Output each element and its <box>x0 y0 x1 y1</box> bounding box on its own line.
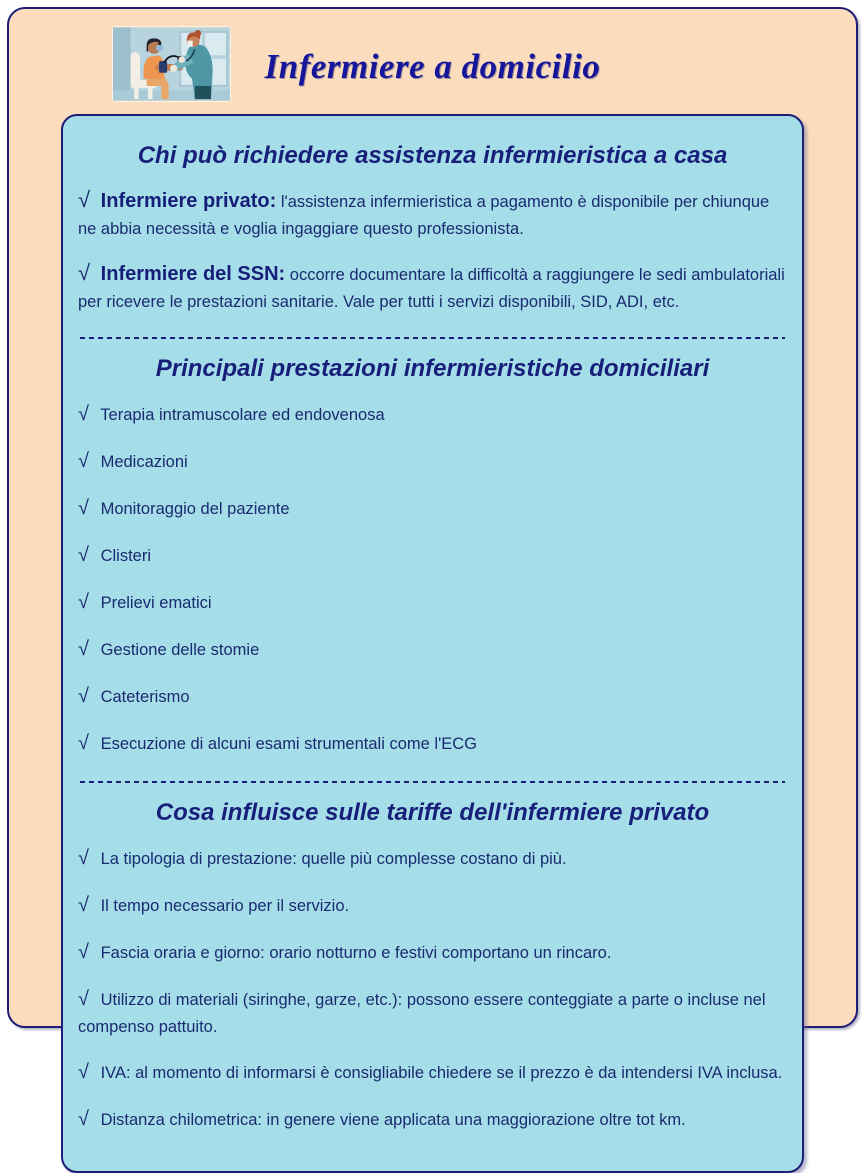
check-icon: √ <box>78 988 89 1011</box>
list-item <box>78 937 787 968</box>
list-item-text: Medicazioni <box>100 453 188 472</box>
list-item-text: occorre documentare la difficoltà a raggiungere le sedi ambulatoriali per ricevere le prestazioni sanitarie. Vale per tutti i servizi disponibili, SID, ADI, etc. <box>78 265 785 311</box>
section-who-can-request <box>78 142 787 315</box>
check-icon: √ <box>78 1107 89 1130</box>
check-icon: √ <box>78 497 89 520</box>
list-item <box>78 183 787 243</box>
list-item <box>78 681 787 712</box>
page-title: Infermiere a domicilio <box>264 47 601 86</box>
check-icon: √ <box>78 403 89 426</box>
list-item <box>78 728 787 759</box>
list-item <box>78 256 787 316</box>
header <box>9 9 856 112</box>
check-icon: √ <box>78 1060 89 1083</box>
section-divider <box>80 781 785 783</box>
list-item-text: Distanza chilometrica: in genere viene applicata una maggiorazione oltre tot km. <box>100 1110 686 1129</box>
section-heading: Cosa influisce sulle tariffe dell'infermiere privato <box>155 799 710 827</box>
section-main-services <box>78 355 787 759</box>
section-heading: Principali prestazioni infermieristiche domiciliari <box>155 355 710 383</box>
nurse-illustration <box>113 27 230 101</box>
check-icon: √ <box>78 847 89 870</box>
list-item <box>78 1057 787 1088</box>
list-item-text: Clisteri <box>100 547 151 566</box>
check-icon: √ <box>78 732 89 755</box>
check-icon: √ <box>78 450 89 473</box>
check-icon: √ <box>78 544 89 567</box>
check-icon: √ <box>78 685 89 708</box>
list-item-text: Il tempo necessario per il servizio. <box>100 897 350 916</box>
list-item <box>78 634 787 665</box>
list-item-text: IVA: al momento di informarsi è consigliabile chiedere se il prezzo è da intendersi IVA inclusa. <box>100 1063 783 1082</box>
list-item-text: Terapia intramuscolare ed endovenosa <box>100 406 385 425</box>
list-item-text: Monitoraggio del paziente <box>100 500 290 519</box>
check-icon: √ <box>78 941 89 964</box>
list-item-text: Utilizzo di materiali (siringhe, garze, etc.): possono essere conteggiate a parte o incluse nel compenso pattuito. <box>78 991 766 1037</box>
list-item-lead: Infermiere del SSN: <box>100 262 286 285</box>
check-icon: √ <box>78 894 89 917</box>
section-tariff-factors <box>78 799 787 1135</box>
list-item <box>78 984 787 1041</box>
list-item-text: Gestione delle stomie <box>100 641 260 660</box>
list-item-text: Cateterismo <box>100 688 190 707</box>
list-item-text: La tipologia di prestazione: quelle più complesse costano di più. <box>100 850 567 869</box>
list-item <box>78 540 787 571</box>
list-item-text: Prelievi ematici <box>100 594 212 613</box>
list-item <box>78 493 787 524</box>
list-item <box>78 399 787 430</box>
list-item-text: Esecuzione di alcuni esami strumentali come l'ECG <box>100 735 477 754</box>
list-item <box>78 890 787 921</box>
list-item-lead: Infermiere privato: <box>100 190 277 212</box>
list-item-text: l'assistenza infermieristica a pagamento è disponibile per chiunque ne abbia necessità e voglia ingaggiare questo professionista. <box>78 193 770 239</box>
nurse-illustration-graphic <box>113 27 230 101</box>
content-panel <box>61 114 804 1173</box>
list-item <box>78 843 787 874</box>
page-container <box>7 7 858 1130</box>
check-icon: √ <box>78 259 91 285</box>
check-icon: √ <box>78 591 89 614</box>
list-item <box>78 1104 787 1135</box>
section-divider <box>80 337 785 339</box>
list-item-text: Fascia oraria e giorno: orario notturno e festivi comportano un rincaro. <box>100 944 612 963</box>
section-heading: Chi può richiedere assistenza infermieristica a casa <box>137 142 728 169</box>
list-item <box>78 446 787 477</box>
list-item <box>78 587 787 618</box>
check-icon: √ <box>78 187 91 212</box>
check-icon: √ <box>78 638 89 661</box>
